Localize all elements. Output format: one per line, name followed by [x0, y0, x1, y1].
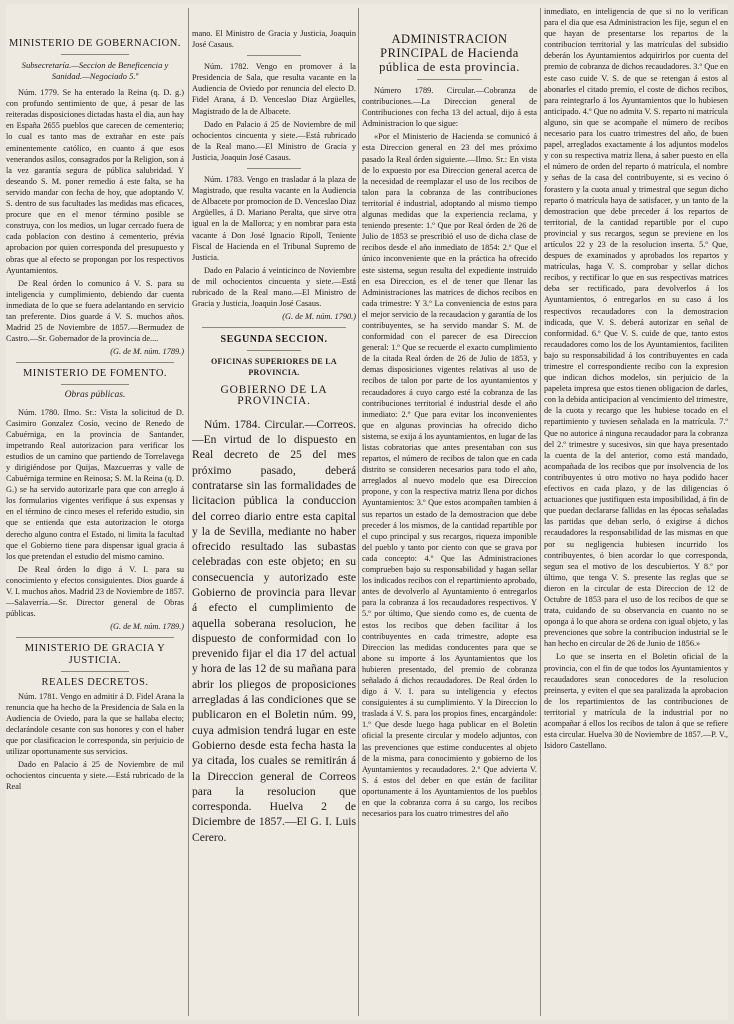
decree-1783: Núm. 1783. Vengo en trasladar á la plaza de Magistrado, que resulta vacante en la Audiencia de Albacete por promocion de D. Venceslao Diaz Argüelles, á D. Mariano Peralta, que sirve otra igual en la de Mallorca; y en nombrar para esta vacante á Don José Ignacio Ripoll, Teniente Fiscal de Hacienda en el Tribunal Supremo de Justicia. [192, 175, 356, 262]
column-3 [362, 4, 537, 1020]
gazette-reference: (G. de M. núm. 1789.) [110, 622, 184, 632]
gazette-reference: (G. de M. núm. 1790.) [282, 312, 356, 322]
gobierno-header: GOBIERNO DE LA PROVINCIA. [220, 383, 328, 407]
column-divider [188, 8, 189, 1016]
circular-closing: Lo que se inserta en el Boletin oficial de la provincia, con el fin de que todos los Ayuntamientos y recaudadores sean conocedores de la resolucion preinserta, y eviten el que sea paralizada la aprobacion de los repartimientos de las contribuciones de territorial y matrícula de la industrial por no acompañar á ellos los recibos de talon á que se refiere esta circular. Huelva 30 de Noviembre de 1857.—P. V., Isidoro Castellano. [544, 652, 728, 751]
decree-1782-closing: Dado en Palacio á 25 de Noviembre de mil ochocientos cincuenta y siete.—Está rubricado de la Real mano.—El Ministro de Gracia y Justicia, Joaquin José Casaus. [192, 119, 356, 162]
divider [61, 54, 129, 55]
oficinas-header: OFICINAS SUPERIORES DE LA PROVINCIA. [211, 357, 337, 378]
column-4 [544, 4, 728, 1020]
divider [247, 55, 301, 56]
reales-decretos-header: REALES DECRETOS. [41, 676, 149, 688]
administracion-header: ADMINISTRACION PRINCIPAL de Hacienda pública de esta provincia. [379, 32, 520, 74]
decree-1781: Núm. 1781. Vengo en admitir á D. Fidel Arana la renuncia que ha hecho de la Presidencia de Sala en la Audiencia de Oviedo, para la que se hallaba electo; declarándole cesante con sus honores y con el haber que por clasificacion le corresponda, sin perjuicio de utilizar oportunamente sus servicios. [6, 691, 184, 757]
column-divider [540, 8, 541, 1016]
column-divider [358, 8, 359, 1016]
ministry-header-gracia: MINISTERIO DE GRACIA Y JUSTICIA. [24, 643, 166, 666]
divider [16, 637, 174, 638]
decree-1780-closing: De Real órden lo digo á V. I. para su conocimiento y efectos consiguientes. Dios guarde á V. I. muchos años. Madrid 23 de Noviembre de 1857.—Salaverría.—Sr. Director general de Obras públicas. [6, 564, 184, 619]
column-2 [192, 4, 356, 1020]
divider [61, 384, 129, 385]
decree-1781-closing: Dado en Palacio á 25 de Noviembre de mil ochocientos cincuenta y siete.—Está rubricado de la Real [6, 760, 184, 792]
decree-1782: Núm. 1782. Vengo en promover á la Presidencia de Sala, que resulta vacante en la Audiencia de Oviedo por renuncia del electo D. Fidel Arana, á D. Venceslao Diaz Argüelles, Magistrado de la de Albacete. [192, 62, 356, 116]
circular-continuation: inmediato, en inteligencia de que si no lo verifican para el dia que esa Administracion les fije, segun el en que hayan de presentarse los repartos de la contribucion territorial y las matrículas del subsidio deberán los Ayuntamientos adquirirlos por cuenta del premio de cobranza de dichos recaudadores. 3.º Que en este caso cuide V. S. de que se retengan á estos al abonarles el citado premio, el coste de dichos recibos, para reintegrarlo á los Ayuntamientos que lo hubiesen anticipado. 4.º Que no admita V. S. reparto ni matrícula alguno, sin que se acompañe el número de recibos necesario para los cuatro trimestres del año, de buen papel, arreglados exactamente á los adjuntos modelos y con su respectiva matriz llena, á saber puesto en ella el número de orden del reparto ó matrícula, el nombre y señas de la casa del contribuyente, si es vecino ó forastero y la cuota anual y trimestral que segun dicho reparto ó matrícula haya de satisfacer, y un tanto de la demostracion que debe preceder á los repartos de territorial, de la cantidad repartible por el cupo provincial y sus recargos, segun se previene en los artículos 22 y 23 de la resolucion inserta. 5.º Que, despues de examinados y aprobados los repartos y matrículas, haga V. S. comprobar y sellar dichos recibos, y rectificar lo que en sus respectivas matrices deba ser rectificado, para devolverlos á los Ayuntamientos, ó entregarlos en su caso á los respectivos recaudadores con la demostracion indicada, que V. S. deberá autorizar en señal de conformidad. 6.º Que V. S. cuide de que, tanto estos recaudadores como los de los Ayuntamientos, faciliten bajo su responsabilidad á los contribuyentes en cada trimestre el correspondiente recibo con la expresion que indican dichos modelos, sin perjuicio de la papeleta impresa que estos tienen obligacion de darles, con la debida anticipacion al vencimiento del trimestre, de la cuota y recargo que les hubiese tocado en el repartimiento y tuviesen señalada en la matrícula. 7.º Que no autorice á ninguna recaudador para la cobranza del 2.º trimestre y sucesivos, sin que haya presentado la cuenta de la del anterior, como está mandado, acompañada de los recibos que por insolvencia de los contribuyentes ú otro motivo no haya podido hacer efectivos en cada plazo, y de las diligencias ó actuaciones que justifiquen esta imposibilidad, á fin de que puedan declararse fallidas en las épocas señaladas las partidas que deban serlo, ó exigirse á dichos recaudadores la responsabilidad de las mismas en que por su negligencia hubiesen incurrido los contribuyentes, ó bien acordar lo que corresponda, segun sea el motivo de los descubiertos. Y 8.º por último, que tenga V. S. presente las reglas que se dieron en la circular de esta Direccion de 12 de Octubre de 1853 para el uso de los recibos de que se trata, cuidando de su observancia en cuanto no se oponga á lo que ahora se ordena con igual objeto, y las prevenciones que sobre la contribucion industrial se le han hecho en circular de 26 de Junio de 1856.» [544, 7, 728, 649]
divider [417, 79, 482, 80]
decree-1780: Núm. 1780. Ilmo. Sr.: Vista la solicitud de D. Casimiro Gonzalez Cosío, vecino de Renedo de Cabuérniga, en la provincia de Santander, impetrando Real autorizacion para verificar los estudios de un camino que partiendo de Torrelavega y dirigiéndose por Quijas, Mazcuerras y valle de Cabuérniga termine en Reinosa; S. M. la Reina (q. D. G.) se ha servido autorizarle para que con arreglo á los formularios vigentes verifique á sus expensas y en el término de cinco meses el referido estudio, sin que se entienda que esta autorizacion le otorga derecho alguno contra el Estado, ni limita la facultad que el Gobierno tiene para dispensar igual gracia á los que pretendan el estudio del mismo camino. [6, 407, 184, 561]
newspaper-page [6, 4, 728, 1020]
segunda-seccion-header: SEGUNDA SECCION. [220, 334, 328, 346]
ministry-header-fomento: MINISTERIO DE FOMENTO. [22, 368, 168, 380]
divider [247, 168, 301, 169]
gazette-reference: (G. de M. núm. 1789.) [110, 347, 184, 357]
column-1 [6, 4, 184, 1020]
decree-1779-closing: De Real órden lo comunico á V. S. para su inteligencia y cumplimiento, debiendo dar cuenta inmediata de lo que se fuera adelantando en servicio tan preferente. Dios guarde á V. S. muchos años. Madrid 25 de Noviembre de 1857.—Bermudez de Castro.—Sr. Gobernador de la provincia de.... [6, 278, 184, 344]
section-header-obras: Obras públicas. [64, 390, 126, 401]
section-header-beneficencia: Subsecretaría.—Seccion de Beneficencia y Sanidad.—Negociado 5.º [21, 60, 169, 82]
circular-1784: Núm. 1784. Circular.—Correos.—En virtud de lo dispuesto en Real decreto de 25 del mes próximo pasado, deberá contratarse sin las formalidades de licitacion pública la conduccion del correo diario entre esta capital y la de Sevilla, mediante no haber ofrecido resultado las subastas celebradas con este objeto; en su consecuencia y autorizado este Gobierno de provincia para llevar á efecto el cumplimiento de aquella soberana resolucion, he dispuesto de conformidad con lo prevenido fijar el dia 17 del actual y hora de las 12 de su mañana para abrir los pliegos de proposiciones arregladas á las condiciones que se publicaron en el Boletin núm. 99, cuya admision tendrá lugar en este Gobierno desde esta fecha hasta la ya citada, los cuales se remitirán á la Direccion general de Correos para la resolucion que corresponda. Huelva 2 de Diciembre de 1857.—El G. I. Luis Cerero. [192, 417, 356, 844]
divider [247, 350, 301, 351]
circular-1789: Número 1789. Circular.—Cobranza de contribuciones.—La Direccion general de Contribuciones con fecha 13 del actual, dijo á esta Administracion lo que sigue: [362, 86, 537, 129]
circular-1789-body: «Por el Ministerio de Hacienda se comunicó á esta Direccion general en 23 del mes próximo pasado la Real órden siguiente.—Ilmo. Sr.: En vista de lo expuesto por esa Direccion general acerca de la necesidad de reemplazar el uso de los recibos de talon para la cobranza de las contribuciones territorial é industrial, adoptando al mismo tiempo algunas medidas que la experiencia reclama, y teniendo presente: 1.º Que por Real órden de 26 de Julio de 1853 se prescribió el uso de dicha clase de recibos desde el año inmediato de 1854: 2.º Que el único inconveniente que en la práctica ha ofrecido este sistema, segun resulta del expediente instruido en esa Direccion, es el de tener que llenar las Administraciones las matrices de dichos recibos en cada trimestre: Y 3.º La conveniencia de estos para el mejor servicio de la recaudacion y garantía de los contribuyentes, se ha servido mandar S. M. de conformidad con el parecer de esa Direccion general: 1.º Que se recuerde el exacto cumplimiento de la citada Real órden de 26 de Julio de 1853, y demas disposiciones vigentes relativas al uso de recibos de talon por parte de los ayuntamientos y recaudadores á cuyo cargo esté la cobranza de las contribuciones territorial é industrial desde el año inmediato: 2.º Que para evitar los inconvenientes que en algunas provincias ha ofrecido dicho sistema, se exija á los ayuntamientos, en lugar de las listas cobratorias que antes presentaban con sus repartos, el número de recibos de talon que en cada distrito se consideren necesarios para todo el año, arreglados al nuevo modelo que esa Direccion propone, y con la respectiva matriz llena por dichos Ayuntamientos: 3.º Que estos acompañen tambien á sus repartos un estado de la demostracion que debe preceder á los mismos, de la cantidad repartible por el cupo principal y sus recargos, riqueza imponible del pueblo y tanto por ciento con que se grava por cada concepto: 4.º Que las Administraciones comprueben bajo su responsabilidad y hagan sellar los indicados recibos con el repartimiento aprobado, antes de devolverlo al Ayuntamiento ó entregarlos para la cobranza á los recaudadores respectivos. Y 5.º por último, Que siendo como es, de cuenta de estos los recibos que deben facilitar á los contribuyentes en cada trimestre, adopte esa Direccion las medidas conducentes para que se abone su importe á los Ayuntamientos que los hubieren presentado, del premio de cobranza señalado á dichos recaudadores. De Real órden lo digo á V. I. para su inteligencia y efectos consiguientes á su cumplimiento. Y la Direccion lo traslada á V. S. para los propios fines, encargándole: 1.º Que desde luego haga publicar en el Boletin oficial la presente circular y modelo adjuntos, con las prevenciones que estime conducentes al objeto de la misma, para conocimiento y gobierno de los Ayuntamientos y recaudadores. 2.º Que advierta V. S. á estos del deber en que están de facilitar oportunamente á los Ayuntamientos de los pueblos en que la cobranza corra á su cargo, los recibos necesarios para los cuatro trimestres del año [362, 132, 537, 819]
ministry-header-gobernacion: MINISTERIO DE GOBERNACION. [9, 38, 181, 49]
decree-1783-closing: Dado en Palacio á veinticinco de Noviembre de mil ochocientos cincuenta y siete.—Está rubricado de la Real mano.—El Ministro de Gracia y Justicia, Joaquin José Casaus. [192, 265, 356, 309]
divider [61, 671, 129, 672]
decree-1779: Núm. 1779. Se ha enterado la Reina (q. D. g.) con profundo sentimiento de que, á pesar de las reiteradas disposiciones dictadas hasta el dia, aun hay en España 2655 pueblos que carecen de cementerio; lo cual es tanto mas de extrañar en este país eminentemente católico, en cuanto á que esos venerandos asilos, consagrados por la Religion, son á la vez garantía segura de pública salubridad. Y deseando S. M. poner remedio á este falta, se ha servido mandar con fecha de hoy, que adoptando V. S. dentro de sus facultades las medidas mas eficaces, procure que en el menor término posible se construya, con los medios, un lugar cercado fuera de cada poblacion con destino á cementerio, prévia aprobacion por quien corresponda del presupuesto y obras que al efecto se propongan por los respectivos Ayuntamientos. [6, 88, 184, 275]
divider [202, 327, 346, 328]
continuation-fragment: mano. El Ministro de Gracia y Justicia, Joaquin José Casaus. [192, 29, 356, 50]
divider [16, 362, 174, 363]
